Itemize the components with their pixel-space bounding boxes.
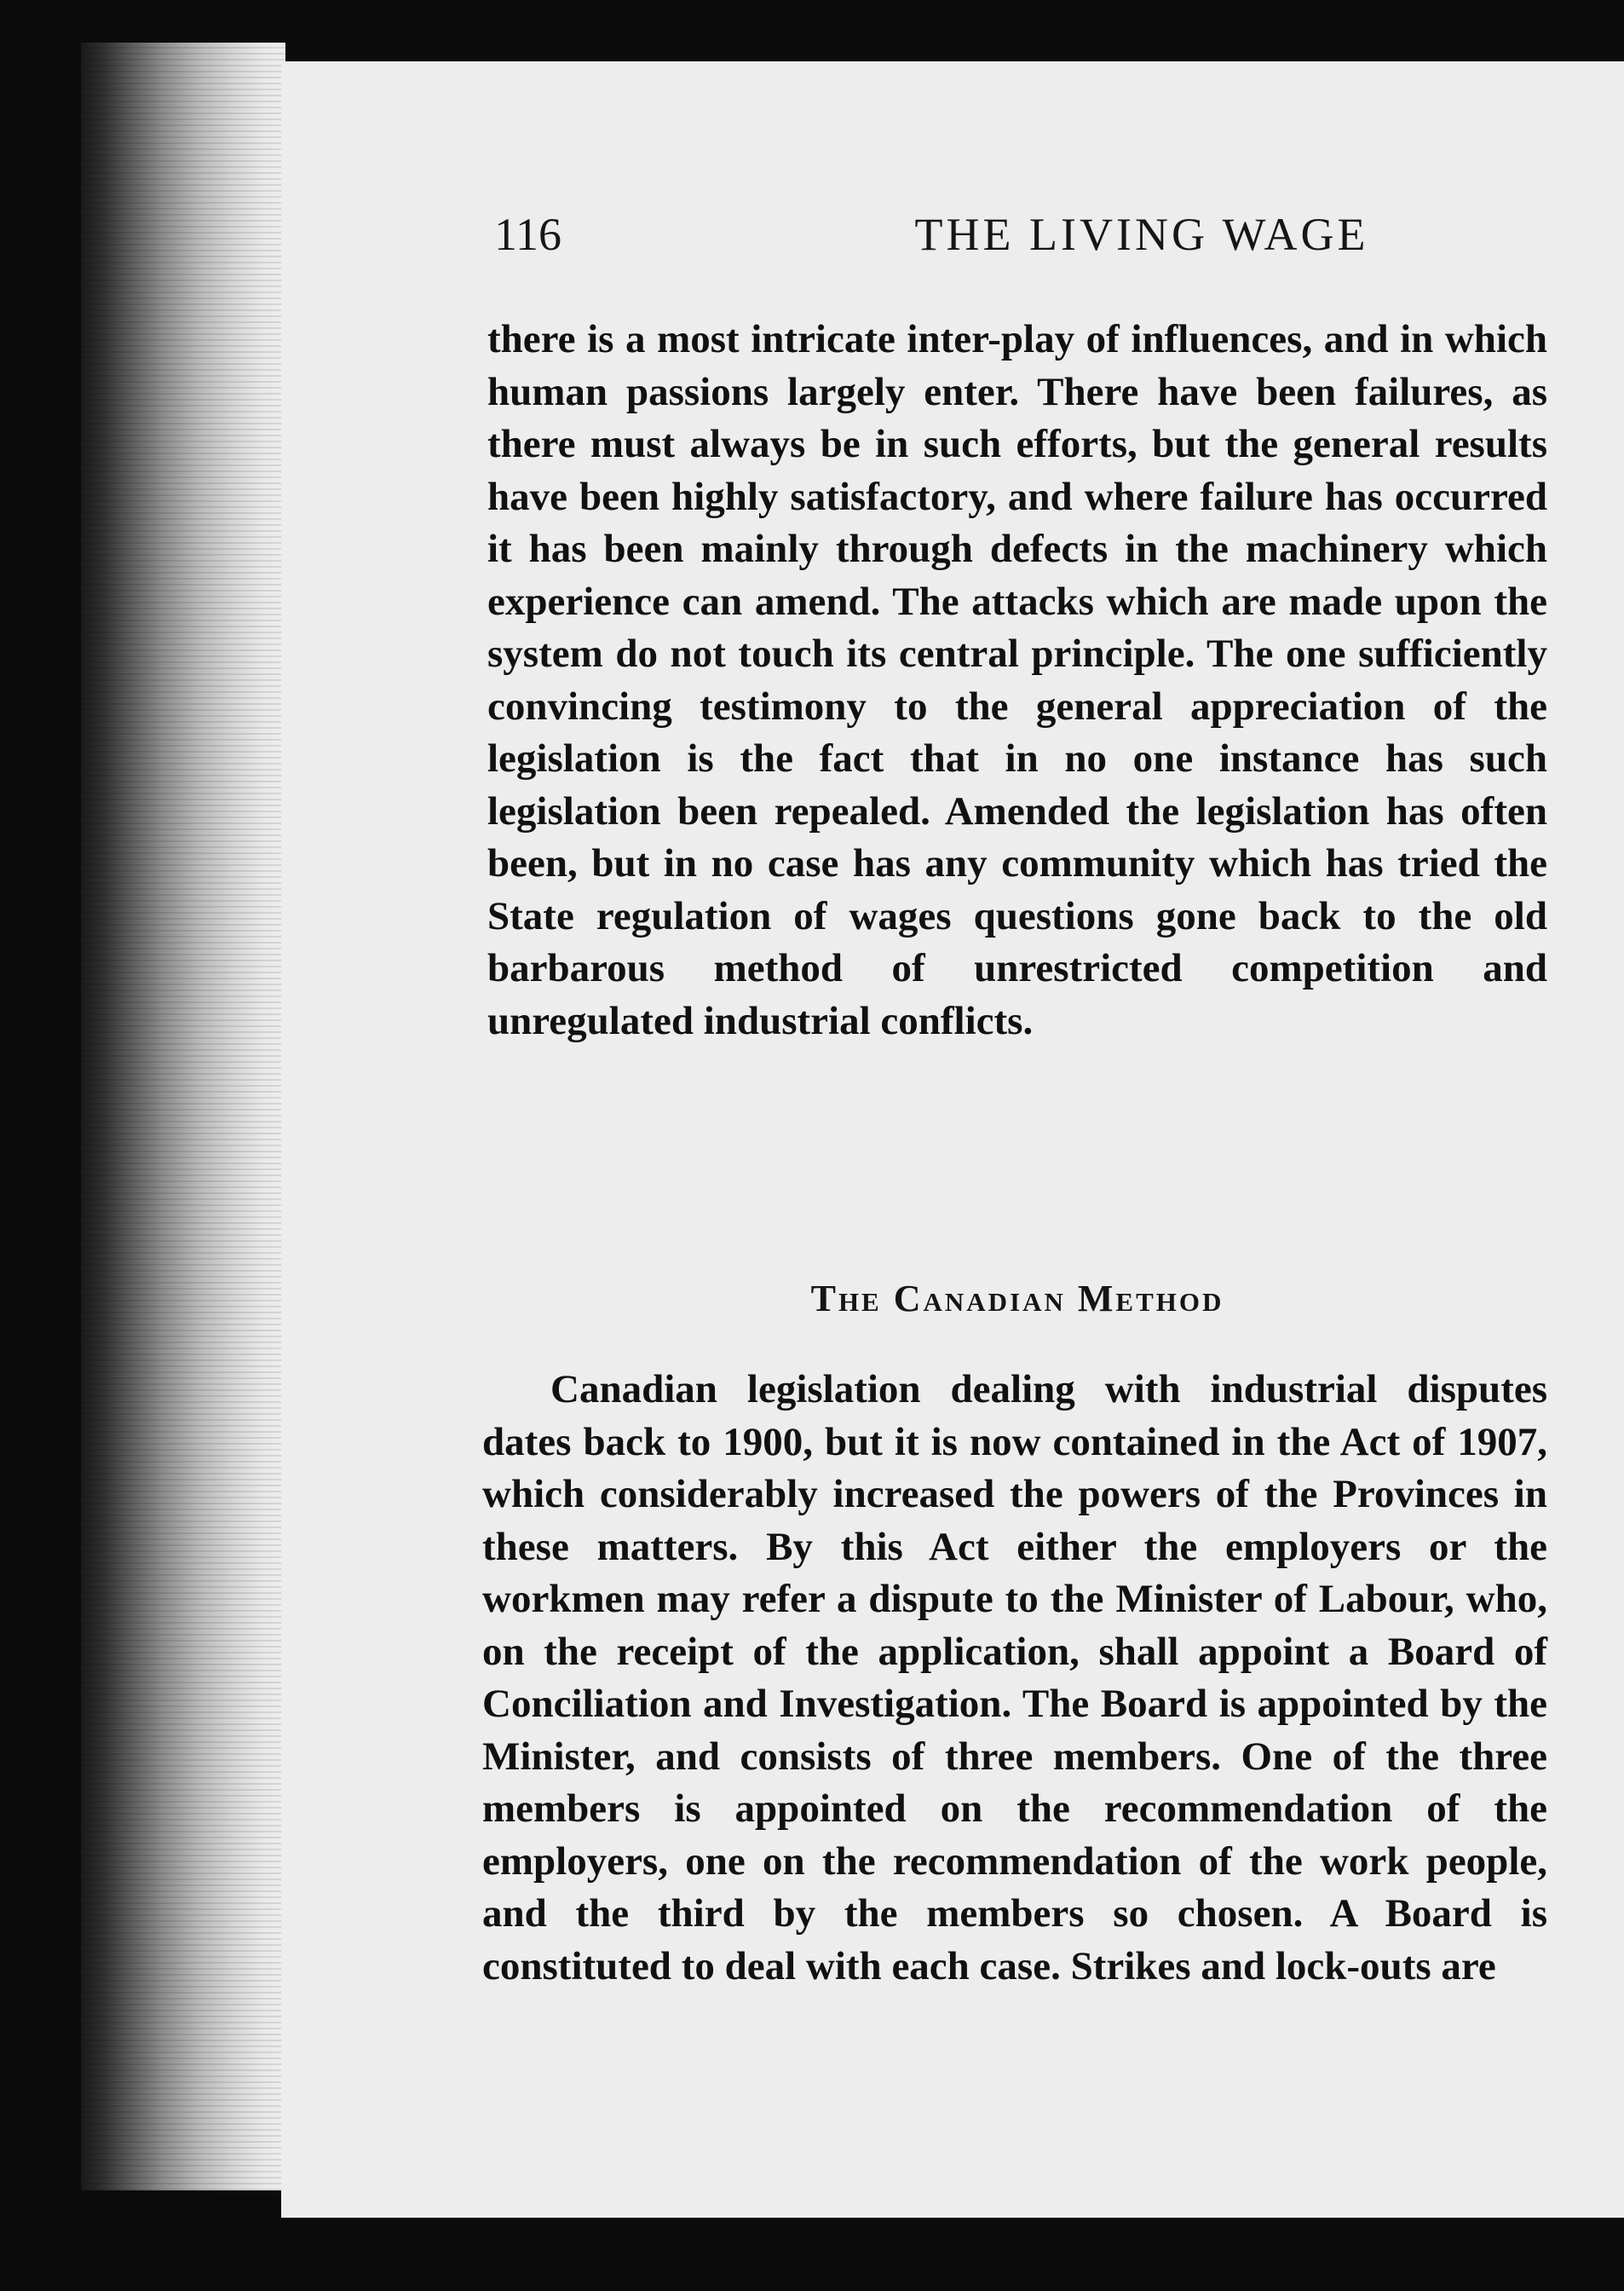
body-paragraph-2: Canadian legislation dealing with industrial disputes dates back to 1900, but it is now contained in the Act of 1907, which considerably increased the powers of the Provinces in these matters. By this Act either the employers or the workmen may refer a dispute to the Minister of Labour, who, on the receipt of the application, shall appoint a Board of Conciliation and Investigation. The Board is appointed by the Minister, and consists of three members. One of the three members is appointed on the recommendation of the employers, one on the recommendation of the work people, and the third by the members so chosen. A Board is constituted to deal with each case. Strikes and lock-outs are [482,1367,1547,1988]
page-sheet [281,61,1624,2218]
book-edge-shadow [81,43,285,2190]
section-heading: The Canadian Method [810,1278,1224,1319]
page-number: 116 [494,209,561,260]
running-title: THE LIVING WAGE [914,209,1369,260]
running-head [494,208,1576,276]
body-paragraph-1: there is a most intricate inter-play of influences, and in which human passions largely enter. There have been failures, as there must always be in such efforts, but the general results have been highly satisfactory, and where failure has occurred it has been mainly through defects in the machinery which experience can amend. The attacks which are made upon the system do not touch its central principle. The one sufficiently convincing testimony to the general appreciation of the legislation is the fact that in no one instance has such legislation been repealed. Amended the legislation has often been, but in no case has any community which has tried the State regulation of wages questions gone back to the old barbarous method of unrestricted competition and unregulated industrial conflicts. [487,317,1547,1043]
